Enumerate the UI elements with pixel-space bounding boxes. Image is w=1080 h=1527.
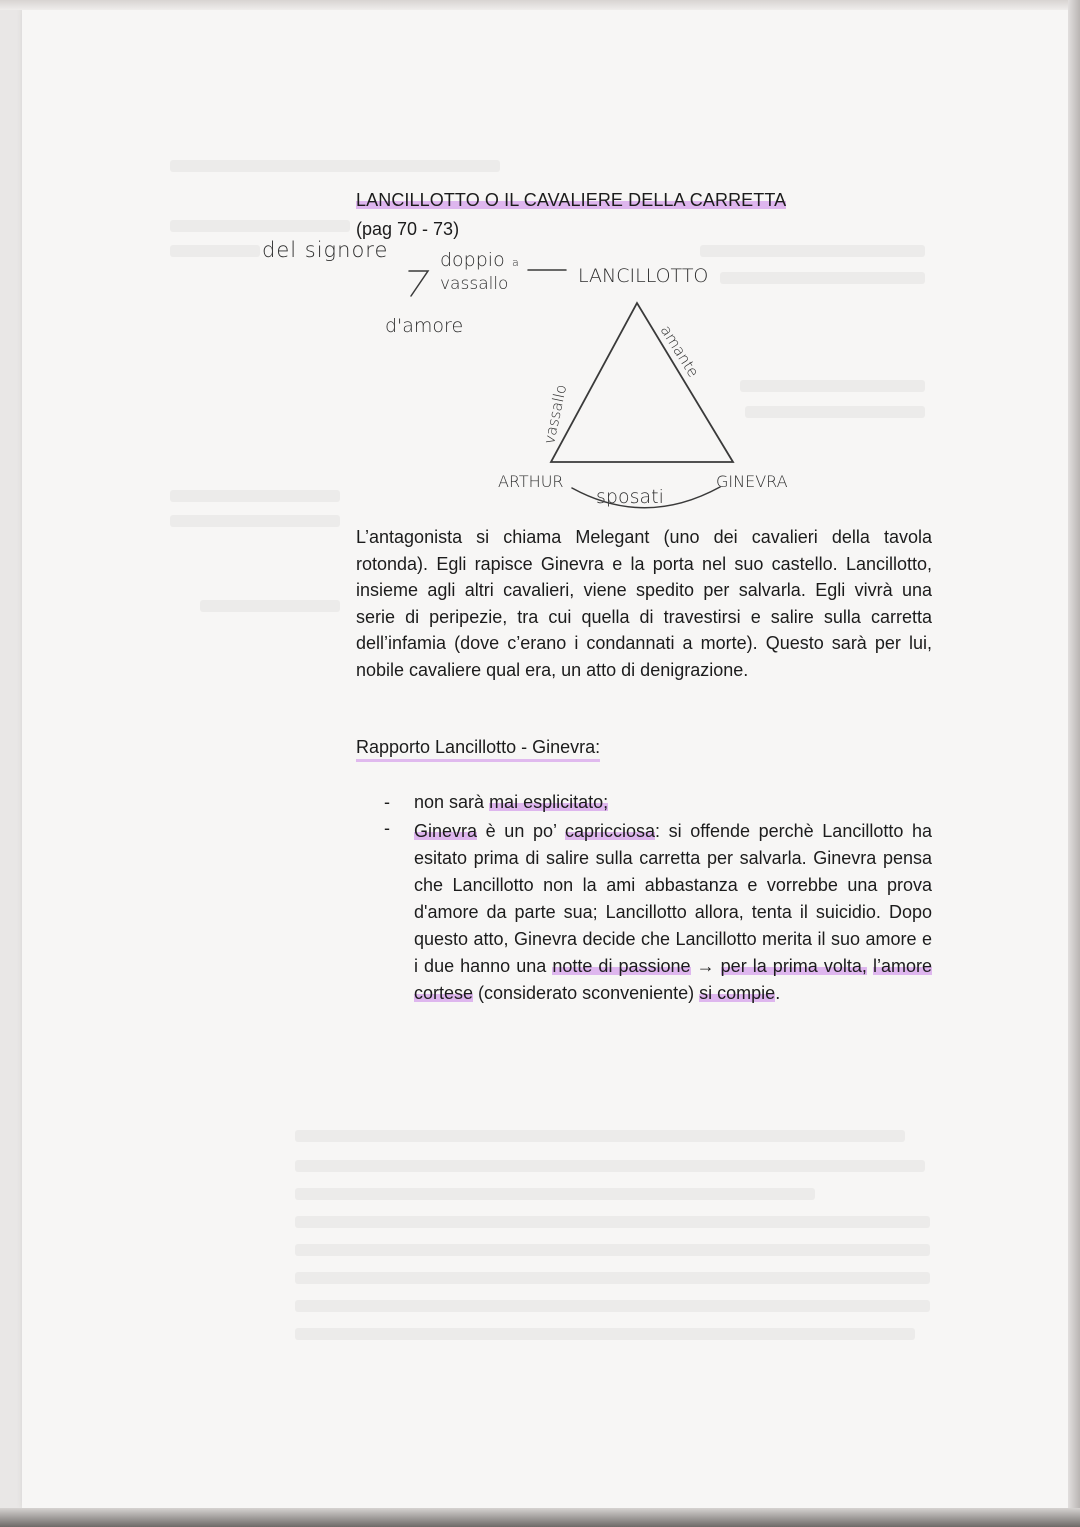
handwritten-side-right: amante	[656, 322, 703, 381]
handwritten-lancillotto: LANCILLOTTO	[578, 265, 709, 287]
list-item: non sarà mai esplicitato;	[414, 792, 609, 812]
handwritten-ginevra: GINEVRA	[716, 472, 788, 491]
list-bullet: -	[384, 818, 390, 838]
page-title: LANCILLOTTO O IL CAVALIERE DELLA CARRETTA	[356, 190, 787, 210]
handwritten-d-amore: d'amore	[385, 315, 464, 337]
handwritten-doppio: doppio	[440, 249, 505, 271]
handwritten-del-signore: del signore	[262, 238, 389, 262]
list-bullet: -	[384, 792, 390, 812]
page-reference: (pag 70 - 73)	[356, 219, 460, 239]
sposati-arc	[572, 487, 720, 508]
handwritten-side-left: vassallo	[540, 382, 571, 446]
list-item: Ginevra è un po’ capricciosa: si offende perchè Lancillotto ha esitato prima di salire sulla carretta per salvarla. Ginevra pensa che Lancillotto non la ami abbastanza e vorrebbe una prova d'amore da parte sua; Lancillotto allora, tenta il suicidio. Dopo questo atto, Ginevra decide che Lancillotto merita il suo amore e i due hanno una notte di passione → per la prima volta, l’amore cortese (considerato sconveniente) si compie.	[414, 821, 932, 1003]
story-paragraph: L’antagonista si chiama Melegant (uno dei cavalieri della tavola rotonda). Egli rapisce Ginevra e la porta nel suo castello. Lancillotto, insieme agli altri cavalieri, viene spedito per salvarla. Egli vivrà una serie di peripezie, tra cui quella di travestirsi e salire sulla carretta dell’infamia (dove c’erano i condannati a morte). Questo sarà per lui, nobile cavaliere qual era, un atto di denigrazione.	[356, 527, 932, 680]
handwritten-arthur: ARTHUR	[498, 472, 564, 491]
handwritten-sposati: sposati	[596, 486, 664, 508]
triangle-shape	[551, 303, 733, 462]
seven-stroke	[409, 271, 428, 296]
handwritten-vassallo-top: vassallo	[440, 274, 509, 294]
relationship-heading: Rapporto Lancillotto - Ginevra:	[356, 737, 600, 758]
handwritten-doppio-mark: a	[512, 256, 519, 269]
